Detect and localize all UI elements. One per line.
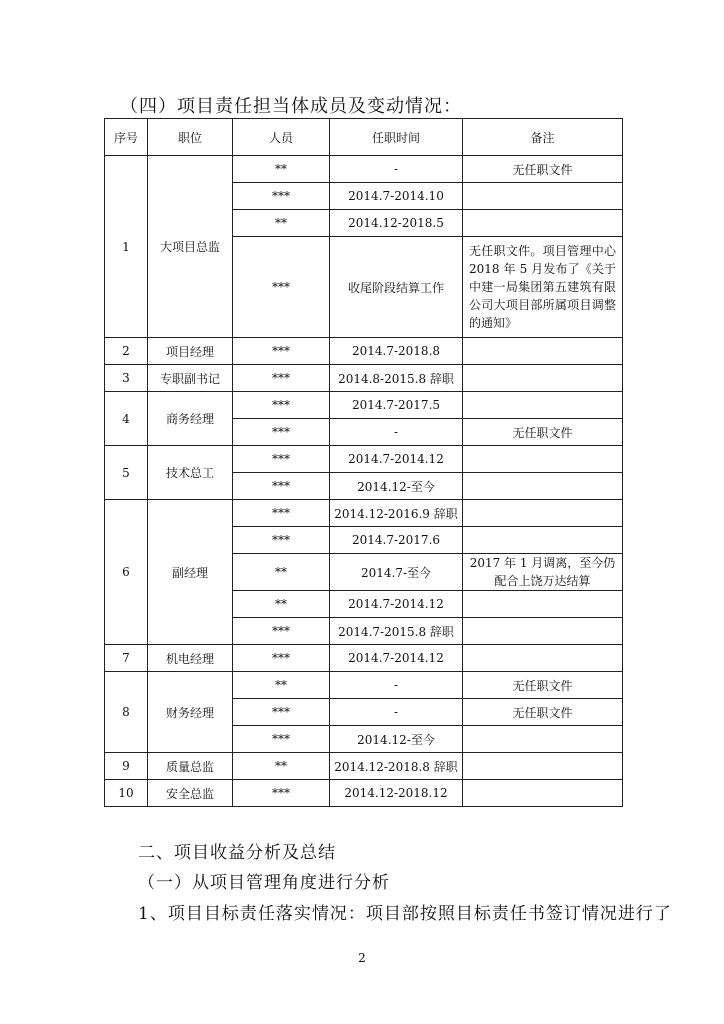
table-row [105,338,623,365]
row-position: 安全总监 [148,780,233,807]
row-term: - [330,699,463,726]
row-no: 6 [105,500,148,645]
table-row [105,672,623,699]
row-note [463,618,623,645]
row-person: *** [233,527,330,554]
table-row [105,500,623,527]
header-no: 序号 [105,119,148,156]
row-note [463,338,623,365]
row-term: 2014.12-2016.9 辞职 [330,500,463,527]
row-note [463,591,623,618]
row-person: *** [233,726,330,753]
table-header-row [105,119,623,156]
row-term: 2014.7-2014.12 [330,446,463,473]
row-note: 2017 年 1 月调离，至今仍配合上饶万达结算 [463,554,623,591]
table-row [105,365,623,392]
row-person: ** [233,156,330,183]
row-position: 大项目总监 [148,156,233,338]
row-person: *** [233,780,330,807]
row-note: 无任职文件 [463,156,623,183]
paragraph-target-responsibility: 1、项目目标责任落实情况：项目部按照目标责任书签订情况进行了 [138,904,672,924]
row-term: 2014.12-2018.5 [330,210,463,237]
row-person: *** [233,645,330,672]
row-term: - [330,419,463,446]
table-row [105,156,623,183]
row-note [463,473,623,500]
table-row [105,392,623,419]
row-note [463,780,623,807]
row-no: 4 [105,392,148,446]
row-term: 2014.12-至今 [330,473,463,500]
section-heading: （四）项目责任担当体成员及变动情况： [120,96,462,117]
table-row [105,753,623,780]
row-person: ** [233,753,330,780]
row-person: *** [233,392,330,419]
row-person: *** [233,500,330,527]
row-note [463,210,623,237]
row-position: 质量总监 [148,753,233,780]
header-person: 人员 [233,119,330,156]
row-position: 财务经理 [148,672,233,753]
row-no: 9 [105,753,148,780]
row-note: 无任职文件 [463,699,623,726]
header-note: 备注 [463,119,623,156]
row-note [463,726,623,753]
row-no: 5 [105,446,148,500]
row-no: 2 [105,338,148,365]
row-term: 2014.7-2018.8 [330,338,463,365]
subsection-title-management: （一）从项目管理角度进行分析 [138,873,390,893]
row-person: ** [233,672,330,699]
header-term: 任职时间 [330,119,463,156]
row-position: 商务经理 [148,392,233,446]
row-term: 2014.7-2014.12 [330,591,463,618]
row-position: 项目经理 [148,338,233,365]
row-term: 2014.7-2017.5 [330,392,463,419]
row-term: - [330,672,463,699]
row-term: 2014.12-至今 [330,726,463,753]
row-note [463,500,623,527]
row-note: 无任职文件 [463,419,623,446]
row-note: 无任职文件 [463,672,623,699]
row-person: *** [233,473,330,500]
row-note [463,183,623,210]
row-person: *** [233,237,330,338]
row-person: *** [233,446,330,473]
row-no: 8 [105,672,148,753]
row-person: *** [233,618,330,645]
table-row [105,645,623,672]
row-term: 2014.7-至今 [330,554,463,591]
row-person: ** [233,554,330,591]
row-position: 副经理 [148,500,233,645]
row-person: ** [233,210,330,237]
row-term: 2014.8-2015.8 辞职 [330,365,463,392]
table-row [105,446,623,473]
row-note: 无任职文件。项目管理中心 2018 年 5 月发布了《关于中建一局集团第五建筑有限公司大项目部所属项目调整的通知》 [463,237,623,338]
row-term: 2014.7-2014.10 [330,183,463,210]
row-note [463,527,623,554]
table-row [105,780,623,807]
row-person: *** [233,338,330,365]
page-number: 2 [358,951,366,965]
header-position: 职位 [148,119,233,156]
row-no: 7 [105,645,148,672]
row-person: *** [233,365,330,392]
row-term: 2014.7-2015.8 辞职 [330,618,463,645]
row-no: 10 [105,780,148,807]
row-person: *** [233,419,330,446]
row-term: - [330,156,463,183]
row-position: 机电经理 [148,645,233,672]
row-note [463,645,623,672]
row-no: 1 [105,156,148,338]
row-note [463,365,623,392]
row-term: 收尾阶段结算工作 [330,237,463,338]
row-person: ** [233,591,330,618]
row-note [463,392,623,419]
row-note [463,753,623,780]
row-term: 2014.7-2017.6 [330,527,463,554]
section-title-analysis: 二、项目收益分析及总结 [138,843,336,863]
row-position: 技术总工 [148,446,233,500]
row-term: 2014.7-2014.12 [330,645,463,672]
row-term: 2014.12-2018.8 辞职 [330,753,463,780]
row-person: *** [233,183,330,210]
row-term: 2014.12-2018.12 [330,780,463,807]
row-person: *** [233,699,330,726]
row-no: 3 [105,365,148,392]
row-position: 专职副书记 [148,365,233,392]
row-note [463,446,623,473]
personnel-table [104,118,623,807]
